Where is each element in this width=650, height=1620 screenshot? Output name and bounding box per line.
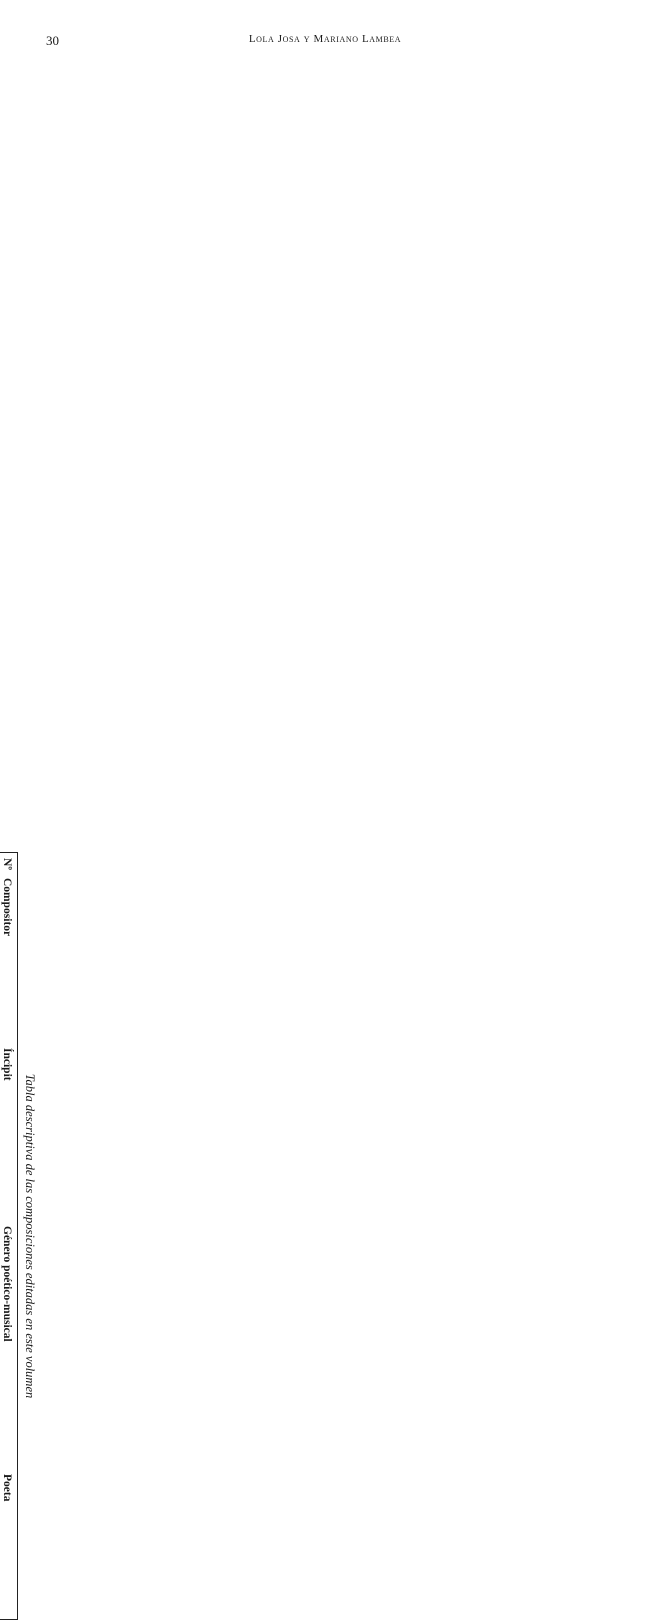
header-genero: Género poético-musical: [1, 1226, 13, 1342]
table-header-row: [0, 852, 13, 1620]
header-incipit: Íncipit: [1, 1048, 13, 1081]
header-compositor: Compositor: [1, 878, 13, 937]
header-number: Nº: [1, 858, 13, 871]
table-caption: Tabla descriptiva de las composiciones editadas en este volumen: [23, 1073, 37, 1399]
header-poeta: Poeta: [1, 1474, 13, 1502]
page-number: 30: [46, 33, 59, 48]
running-head: Lola Josa y Mariano Lambea: [248, 33, 402, 45]
rotated-table-region: [0, 852, 37, 1620]
